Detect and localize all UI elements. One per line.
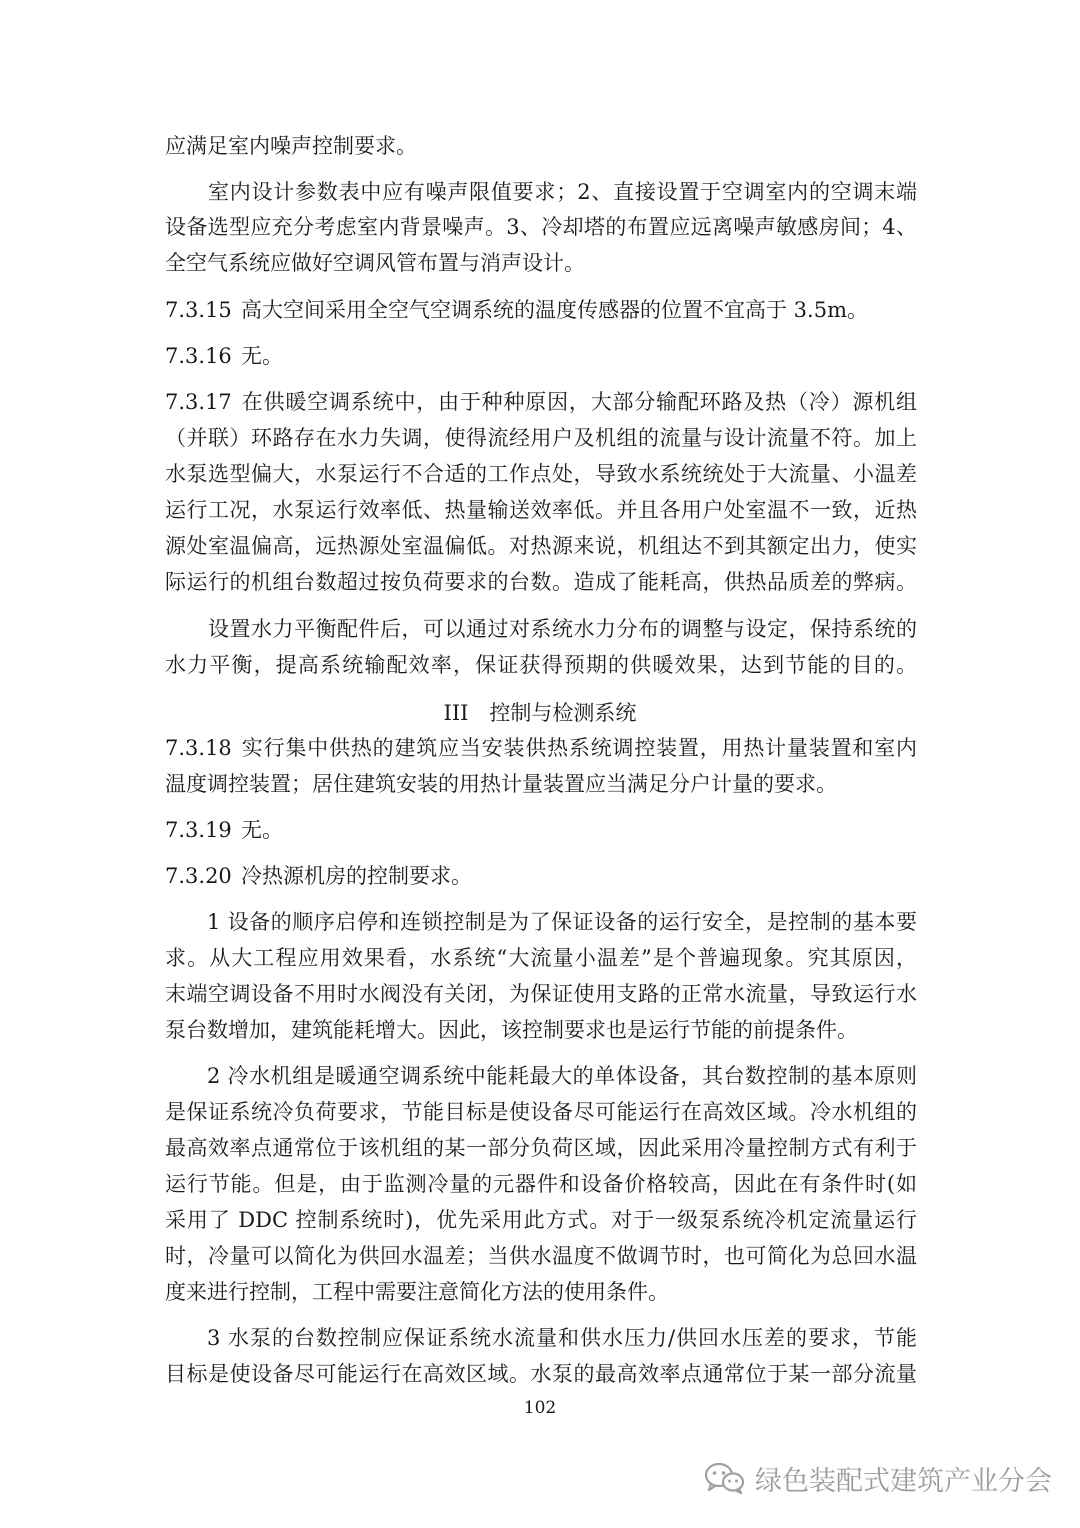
paragraph-line: 目标是使设备尽可能运行在高效区域。水泵的最高效率点通常位于某一部分流量 — [165, 1362, 917, 1386]
paragraph-line: 泵台数增加，建筑能耗增大。因此，该控制要求也是运行节能的前提条件。 — [165, 1018, 858, 1042]
clause-text: 无。 — [241, 344, 283, 368]
clause-text: 冷热源机房的控制要求。 — [241, 864, 472, 888]
paragraph-line: 求。从大工程应用效果看，水系统“大流量小温差”是个普遍现象。究其原因， — [165, 946, 917, 970]
section-heading: III 控制与检测系统 — [443, 701, 637, 725]
wechat-icon — [703, 1461, 747, 1495]
clause-number: 7.3.15 — [165, 298, 232, 322]
paragraph-line: 最高效率点通常位于该机组的某一部分负荷区域，因此采用冷量控制方式有利于 — [165, 1136, 917, 1160]
paragraph-line: 际运行的机组台数超过按负荷要求的台数。造成了能耗高，供热品质差的弊病。 — [165, 570, 917, 594]
paragraph-line: 室内设计参数表中应有噪声限值要求；2、直接设置于空调室内的空调末端 — [208, 180, 917, 204]
clause-text: 实行集中供热的建筑应当安装供热系统调控装置，用热计量装置和室内 — [241, 736, 917, 760]
clause-number: 7.3.18 — [165, 736, 232, 760]
clause-7-3-17 — [165, 387, 917, 417]
clause-7-3-20 — [165, 861, 917, 891]
paragraph-line: 应满足室内噪声控制要求。 — [165, 134, 417, 158]
clause-7-3-15 — [165, 295, 917, 325]
paragraph-line: 时，冷量可以简化为供回水温差；当供水温度不做调节时，也可简化为总回水温 — [165, 1244, 917, 1268]
paragraph-line: 度来进行控制，工程中需要注意简化方法的使用条件。 — [165, 1280, 669, 1304]
clause-text: 高大空间采用全空气空调系统的温度传感器的位置不宜高于 3.5m。 — [241, 298, 868, 322]
clause-text: 在供暖空调系统中，由于种种原因，大部分输配环路及热（冷）源机组 — [241, 390, 917, 414]
paragraph-line: 设置水力平衡配件后，可以通过对系统水力分布的调整与设定，保持系统的 — [208, 617, 917, 641]
paragraph-line: （并联）环路存在水力失调，使得流经用户及机组的流量与设计流量不符。加上 — [165, 426, 917, 450]
paragraph-line: 源处室温偏高，远热源处室温偏低。对热源来说，机组达不到其额定出力，使实 — [165, 534, 917, 558]
paragraph-line: 1 设备的顺序启停和连锁控制是为了保证设备的运行安全，是控制的基本要 — [207, 910, 917, 934]
clause-7-3-18 — [165, 733, 917, 763]
paragraph-line: 运行工况，水泵运行效率低、热量输送效率低。并且各用户处室温不一致，近热 — [165, 498, 917, 522]
paragraph-line: 运行节能。但是，由于监测冷量的元器件和设备价格较高，因此在有条件时(如 — [165, 1172, 917, 1196]
watermark-text: 绿色装配式建筑产业分会 — [755, 1465, 1052, 1497]
clause-7-3-19 — [165, 815, 917, 845]
clause-number: 7.3.16 — [165, 344, 232, 368]
clause-number: 7.3.19 — [165, 818, 232, 842]
watermark — [703, 1458, 1052, 1498]
paragraph-line: 水力平衡，提高系统输配效率，保证获得预期的供暖效果，达到节能的目的。 — [165, 653, 917, 677]
paragraph-line: 2 冷水机组是暖通空调系统中能耗最大的单体设备，其台数控制的基本原则 — [207, 1064, 917, 1088]
paragraph-line: 采用了 DDC 控制系统时)，优先采用此方式。对于一级泵系统冷机定流量运行 — [165, 1208, 917, 1232]
page-number: 102 — [523, 1398, 557, 1418]
paragraph-line: 水泵选型偏大，水泵运行不合适的工作点处，导致水系统统处于大流量、小温差 — [165, 462, 917, 486]
paragraph-line: 温度调控装置；居住建筑安装的用热计量装置应当满足分户计量的要求。 — [165, 772, 837, 796]
clause-7-3-16 — [165, 341, 917, 371]
clause-text: 无。 — [241, 818, 283, 842]
paragraph-line: 末端空调设备不用时水阀没有关闭，为保证使用支路的正常水流量，导致运行水 — [165, 982, 917, 1006]
paragraph-line: 全空气系统应做好空调风管布置与消声设计。 — [165, 251, 585, 275]
paragraph-line: 设备选型应充分考虑室内背景噪声。3、冷却塔的布置应远离噪声敏感房间；4、 — [165, 215, 917, 239]
clause-number: 7.3.17 — [165, 390, 232, 414]
paragraph-line: 是保证系统冷负荷要求，节能目标是使设备尽可能运行在高效区域。冷水机组的 — [165, 1100, 917, 1124]
clause-number: 7.3.20 — [165, 864, 232, 888]
paragraph-line: 3 水泵的台数控制应保证系统水流量和供水压力/供回水压差的要求，节能 — [207, 1326, 917, 1350]
